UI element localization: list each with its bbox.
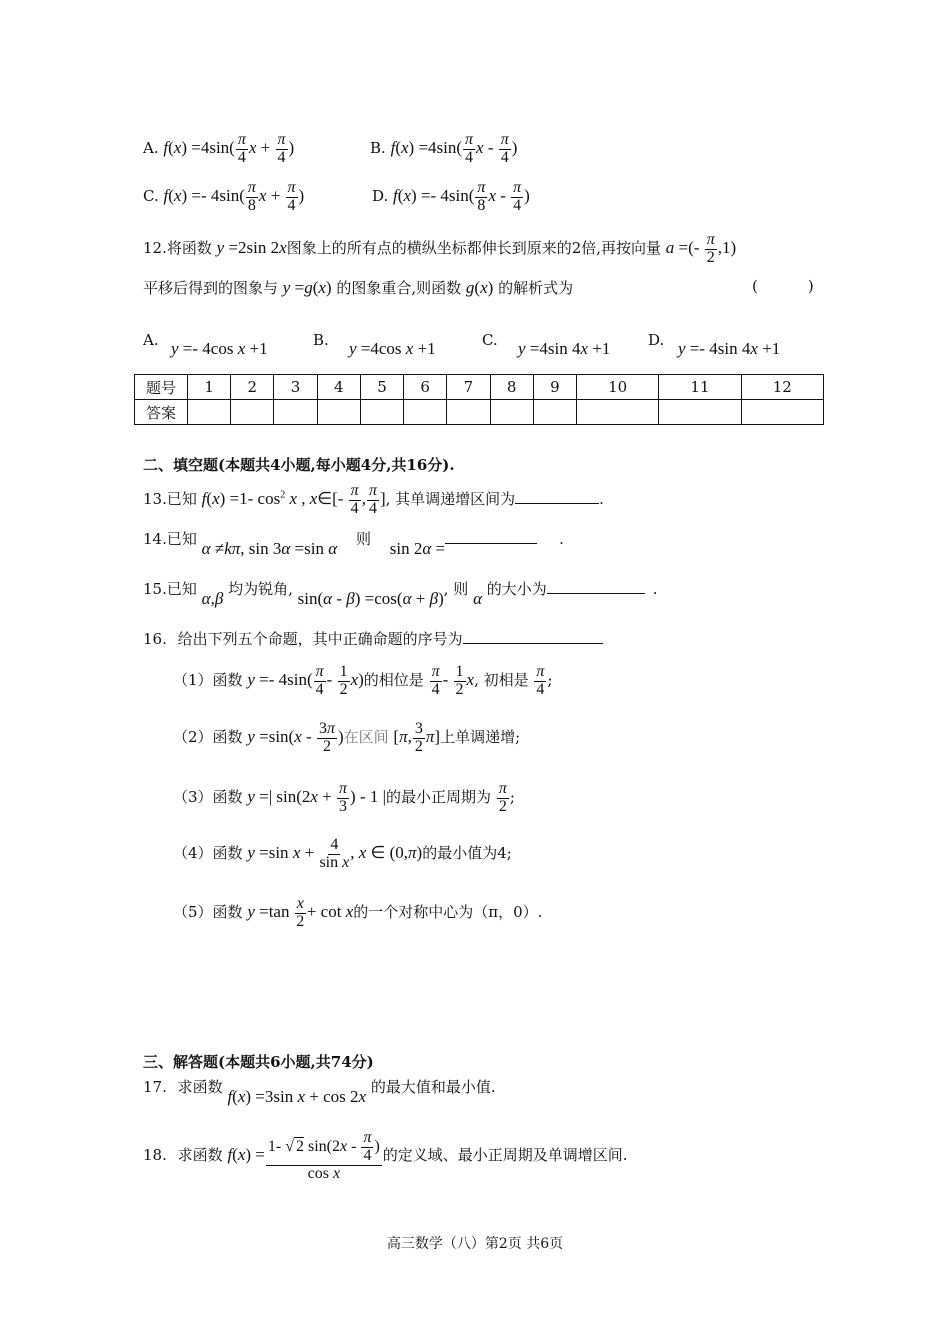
question-number-cell: 4 (317, 375, 360, 400)
question-number-cell: 9 (533, 375, 576, 400)
q13-answer-blank[interactable] (515, 503, 599, 504)
q16-item-3: （3）函数 y =| sin(2x + $\frac{\pi}{3}$ ) - 1 |的最小正周期为 $\frac{\pi}{2}$ ; (173, 780, 515, 815)
q14-answer-blank[interactable] (445, 543, 537, 544)
answer-cell[interactable] (576, 400, 658, 425)
q16-item-1-initial-phase: $\frac{\pi}{4}$ (536, 663, 545, 698)
question-number-cell: 2 (231, 375, 274, 400)
q13-formula: f(x) =1- $\cos^2 x$ , x∈[- $\frac{\pi}{4}$ , $\frac{\pi}{4}$ ] (201, 482, 386, 517)
page-footer: 高三数学（八）第2页 共6页 (386, 1236, 564, 1252)
table-row (135, 375, 824, 400)
q12-option-d-formula: y =- 4sin 4x +1 (678, 339, 781, 358)
q12-option-a-formula: y =- 4cos x +1 (171, 339, 268, 358)
q12-function: y =2sin 2x (216, 238, 287, 258)
q16-item-4: （4）函数 y =sin x + $\frac{4}{\text{sin x}}$ , x ∈ (0,π)的最小值为4; (173, 836, 512, 871)
q12-option-c-formula: y =4sin 4x +1 (518, 339, 611, 358)
answer-cell[interactable] (188, 400, 231, 425)
q16-item-5-formula: y =tan $\frac{x}{2}$ + cot x (247, 895, 354, 930)
q15-variables: α,β (201, 589, 224, 608)
q16-item-1-phase: $\frac{\pi}{4}$ - $\frac{1}{2}$ x (431, 663, 475, 698)
q16-item-3-formula: y =| sin(2x + $\frac{\pi}{3}$ ) - 1 | (247, 780, 387, 815)
q11-option-c: C. f(x) =- 4sin( $\frac{\pi}{8}$ x + $\frac{\pi}{4}$ ) (143, 179, 305, 214)
question-number-cell: 1 (188, 375, 231, 400)
question-number-cell: 10 (576, 375, 658, 400)
question-number-cell: 5 (360, 375, 403, 400)
q14-target: sin 2α = (389, 539, 446, 558)
q12-gx-2: g(x) (465, 278, 494, 297)
table-row (135, 400, 824, 425)
section-2-heading: 二、填空题(本题共4小题,每小题4分,共16分). (143, 456, 455, 474)
q15-equation: sin(α - β) =cos(α + β) (297, 589, 444, 608)
q17: 17. 求函数 f(x) =3sin x + cos 2x 的最大值和最小值. (143, 1078, 496, 1106)
answer-cell[interactable] (741, 400, 823, 425)
q11-option-d: D. f(x) =- 4sin( $\frac{\pi}{8}$ x - $\frac{\pi}{4}$ ) (372, 179, 530, 214)
q13: 13.已知 f(x) =1- $\cos^2 x$ , x∈[- $\frac{\pi}{4}$ , $\frac{\pi}{4}$ ], 其单调递增区间为 . (143, 482, 604, 517)
q14: 14.已知 α ≠kπ, sin 3α =sin α 则 sin 2α = . (143, 530, 564, 558)
question-number-cell: 7 (447, 375, 490, 400)
q15-alpha: α (473, 589, 482, 608)
q15: 15.已知 α,β 均为锐角, sin(α - β) =cos(α + β), 则 α 的大小为 . (143, 580, 658, 608)
question-number-cell: 8 (490, 375, 533, 400)
q16-answer-blank[interactable] (463, 643, 603, 644)
question-number-cell: 6 (404, 375, 447, 400)
q12-option-b-formula: y =4cos x +1 (349, 339, 436, 358)
answer-cell[interactable] (659, 400, 741, 425)
q11-option-c-formula: f(x) =- 4sin( $\frac{\pi}{8}$ x + $\frac{\pi}{4}$ ) (163, 179, 305, 214)
q16-item-2-formula: y =sin(x - $\frac{3\pi}{2}$ ) (247, 720, 344, 755)
row-label-answer: 答案 (135, 400, 188, 425)
answer-table (134, 374, 824, 425)
q11-option-a-formula: f(x) =4sin( $\frac{\pi}{4}$ x + $\frac{\pi}{4}$ ) (163, 131, 295, 166)
q17-formula: f(x) =3sin x + cos 2x (227, 1087, 367, 1106)
row-label-question-number: 题号 (135, 375, 188, 400)
q16-item-3-period: $\frac{\pi}{2}$ (498, 780, 507, 815)
q12-answer-paren: ( ) (752, 277, 814, 295)
q12-line1: 12.将函数 y =2sin 2x图象上的所有点的横纵坐标都伸长到原来的2倍,再按向量 a =(- $\frac{\pi}{2}$ ,1) (143, 231, 737, 266)
q16-item-4-formula: y =sin x + $\frac{4}{\text{sin x}}$ , x ∈ (0,π) (247, 836, 423, 871)
section-3-heading: 三、解答题(本题共6小题,共74分) (143, 1053, 374, 1071)
q16-item-5: （5）函数 y =tan $\frac{x}{2}$ + cot x的一个对称中心为（π，0）. (173, 895, 543, 930)
q11-option-b: B. f(x) =4sin( $\frac{\pi}{4}$ x - $\frac{\pi}{4}$ ) (370, 131, 518, 166)
answer-cell[interactable] (317, 400, 360, 425)
q16-stem: 16. 给出下列五个命题，其中正确命题的序号为 (143, 628, 603, 649)
q15-answer-blank[interactable] (547, 593, 645, 594)
q11-option-a: A. f(x) =4sin( $\frac{\pi}{4}$ x + $\frac{\pi}{4}$ ) (143, 131, 295, 166)
q16-item-1-formula: y =- 4sin( $\frac{\pi}{4}$ - $\frac{1}{2}$ x) (247, 663, 364, 698)
answer-cell[interactable] (231, 400, 274, 425)
q12-line2: 平移后得到的图象与 y =g(x) 的图象重合,则函数 g(x) 的解析式为 (143, 278, 574, 297)
answer-cell[interactable] (533, 400, 576, 425)
answer-cell[interactable] (404, 400, 447, 425)
answer-cell[interactable] (360, 400, 403, 425)
q18-formula: f(x) = 1- √ 2 sin(2x - $\frac{\pi}{4}$ ) cos x (227, 1129, 380, 1182)
question-number-cell: 3 (274, 375, 317, 400)
question-number-cell: 12 (741, 375, 823, 400)
q12-vector: a =(- $\frac{\pi}{2}$ ,1) (665, 231, 737, 266)
q16-item-1: （1）函数 y =- 4sin( $\frac{\pi}{4}$ - $\frac{1}{2}$ x)的相位是 $\frac{\pi}{4}$ - $\frac{1}{2}$ x, 初相是 $\frac{\pi}{4}$ ; (173, 663, 553, 698)
answer-cell[interactable] (274, 400, 317, 425)
question-number-cell: 11 (659, 375, 741, 400)
q14-condition: α ≠kπ, sin 3α =sin α (201, 539, 338, 558)
q11-option-d-formula: f(x) =- 4sin( $\frac{\pi}{8}$ x - $\frac{\pi}{4}$ ) (393, 179, 530, 214)
q16-item-2: （2）函数 y =sin(x - $\frac{3\pi}{2}$ )在区间 [π, $\frac{3}{2}$ π]上单调递增; (173, 720, 521, 755)
answer-cell[interactable] (490, 400, 533, 425)
q12-options: A. y =- 4cos x +1 B. y =4cos x +1 C. y =4sin 4x +1 D. y =- 4sin 4x +1 (143, 331, 781, 358)
q18: 18. 求函数 f(x) = 1- √ 2 sin(2x - $\frac{\pi}{4}$ ) cos x 的定义域、最小正周期及单调增区间. (143, 1129, 628, 1182)
q12-gx-1: y =g(x) (282, 278, 332, 297)
answer-cell[interactable] (447, 400, 490, 425)
q16-item-2-interval: [π, $\frac{3}{2}$ π] (393, 720, 441, 755)
q11-option-b-formula: f(x) =4sin( $\frac{\pi}{4}$ x - $\frac{\pi}{4}$ ) (390, 131, 518, 166)
